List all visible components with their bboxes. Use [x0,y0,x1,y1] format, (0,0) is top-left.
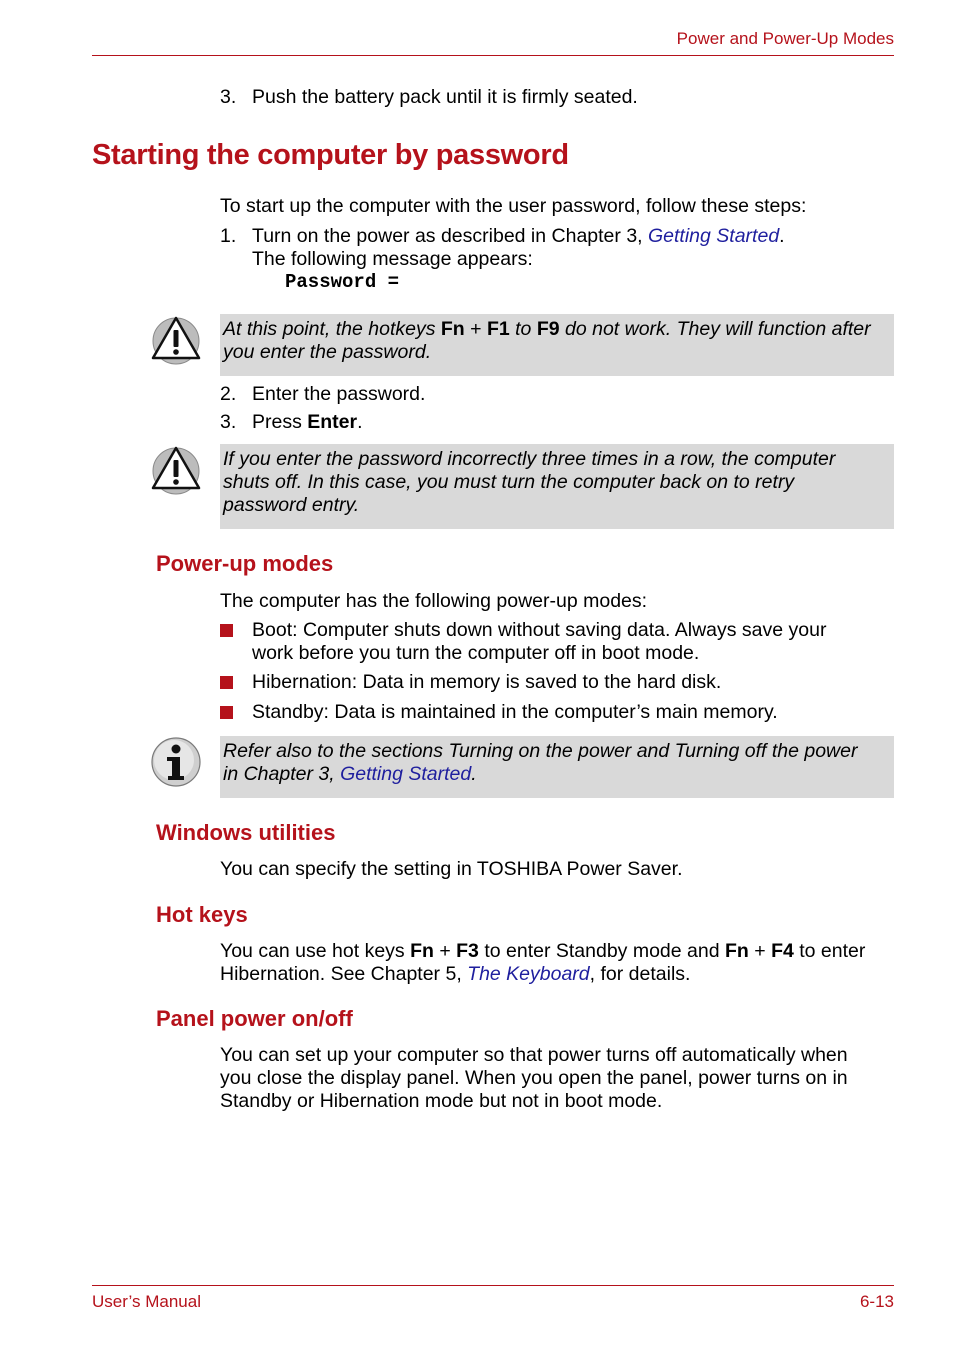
note-text [223,740,857,786]
powerup-intro: The computer has the following power-up modes: [220,590,648,612]
warning-note-password [220,444,894,529]
note-text [223,448,835,517]
getting-started-link[interactable]: Getting Started [340,763,472,785]
note-text-part: do not work. They will function after [559,318,871,340]
step-text: Turn on the power as described in Chapter 3, [252,225,648,247]
step-number: 3. [220,86,237,108]
warning-note-hotkeys [220,314,894,376]
note-text-part: Refer also to the sections Turning on the power and Turning off the power [223,740,858,762]
step-text: Push the battery pack until it is firmly seated. [252,86,638,108]
list-item [252,619,826,665]
password-prompt-code: Password = [285,271,400,293]
step-3 [220,411,520,434]
step-number: 2. [220,383,237,405]
text-part: Standby or Hibernation mode but not in boot mode. [220,1090,663,1112]
step-message-intro: The following message appears: [252,248,533,270]
getting-started-link[interactable]: Getting Started [648,225,780,247]
plus-sign: + [748,940,772,962]
text-part: to enter [793,940,866,962]
note-text-part: If you enter the password incorrectly three times in a row, the computer [223,448,836,470]
step-text: Press [252,411,308,433]
header-rule [92,55,894,56]
note-text-part: you enter the password. [223,341,432,363]
subsection-title-windows: Windows utilities [156,820,336,845]
note-text-part: shuts off. In this case, you must turn the computer back on to retry [223,471,795,493]
text-part: Hibernation. See Chapter 5, [220,963,468,985]
key-fn: Fn [440,318,465,340]
step-1 [220,225,894,294]
note-text-part: At this point, the hotkeys [223,318,441,340]
key-fn: Fn [410,940,434,962]
key-fn: Fn [725,940,749,962]
list-item-text: Boot: Computer shuts down without saving data. Always save your [252,619,827,641]
info-icon [150,736,202,794]
text-part: you close the display panel. When you open the panel, power turns on in [220,1067,848,1089]
text-part: You can use hot keys [220,940,411,962]
subsection-title-panel: Panel power on/off [156,1006,353,1031]
footer-rule [92,1285,894,1286]
section-intro: To start up the computer with the user password, follow these steps: [220,195,807,217]
bullet-icon [220,676,233,689]
list-item: Hibernation: Data in memory is saved to the hard disk. [252,671,722,693]
key-f1: F1 [486,318,510,340]
plus-sign: + [433,940,457,962]
list-item: Standby: Data is maintained in the computer’s main memory. [252,701,778,723]
key-f3: F3 [456,940,479,962]
panel-text [220,1044,848,1113]
windows-text: You can specify the setting in TOSHIBA Power Saver. [220,858,683,880]
info-note-references [220,736,894,798]
step-text-end: . [779,225,785,247]
step-number: 1. [220,225,237,247]
bullet-icon [220,624,233,637]
text-part: , for details. [589,963,691,985]
warning-icon [150,313,202,371]
warning-icon [150,443,202,501]
hotkeys-text [220,940,865,986]
step-2 [220,383,426,406]
page-number: 6-13 [859,1292,894,1311]
note-text [223,318,871,364]
list-item-text: work before you turn the computer off in boot mode. [252,642,700,664]
note-text-part: password entry. [223,494,360,516]
text-part: to enter Standby mode and [478,940,725,962]
running-header: Power and Power-Up Modes [676,29,894,48]
note-text-part: to [509,318,537,340]
key-f9: F9 [536,318,560,340]
step-number: 3. [220,411,237,433]
subsection-title-hotkeys: Hot keys [156,902,248,927]
footer-left: User’s Manual [92,1292,201,1311]
section-title: Starting the computer by password [92,139,569,171]
top-step [220,86,638,109]
step-text-end: . [357,411,363,433]
key-f4: F4 [771,940,794,962]
note-text-part: . [471,763,477,785]
note-text-part: in Chapter 3, [223,763,341,785]
the-keyboard-link[interactable]: The Keyboard [467,963,590,985]
plus-sign: + [464,318,487,340]
bullet-icon [220,706,233,719]
subsection-title-powerup: Power-up modes [156,551,334,576]
enter-key: Enter [307,411,358,433]
text-part: You can set up your computer so that power turns off automatically when [220,1044,848,1066]
step-text: Enter the password. [252,383,426,405]
